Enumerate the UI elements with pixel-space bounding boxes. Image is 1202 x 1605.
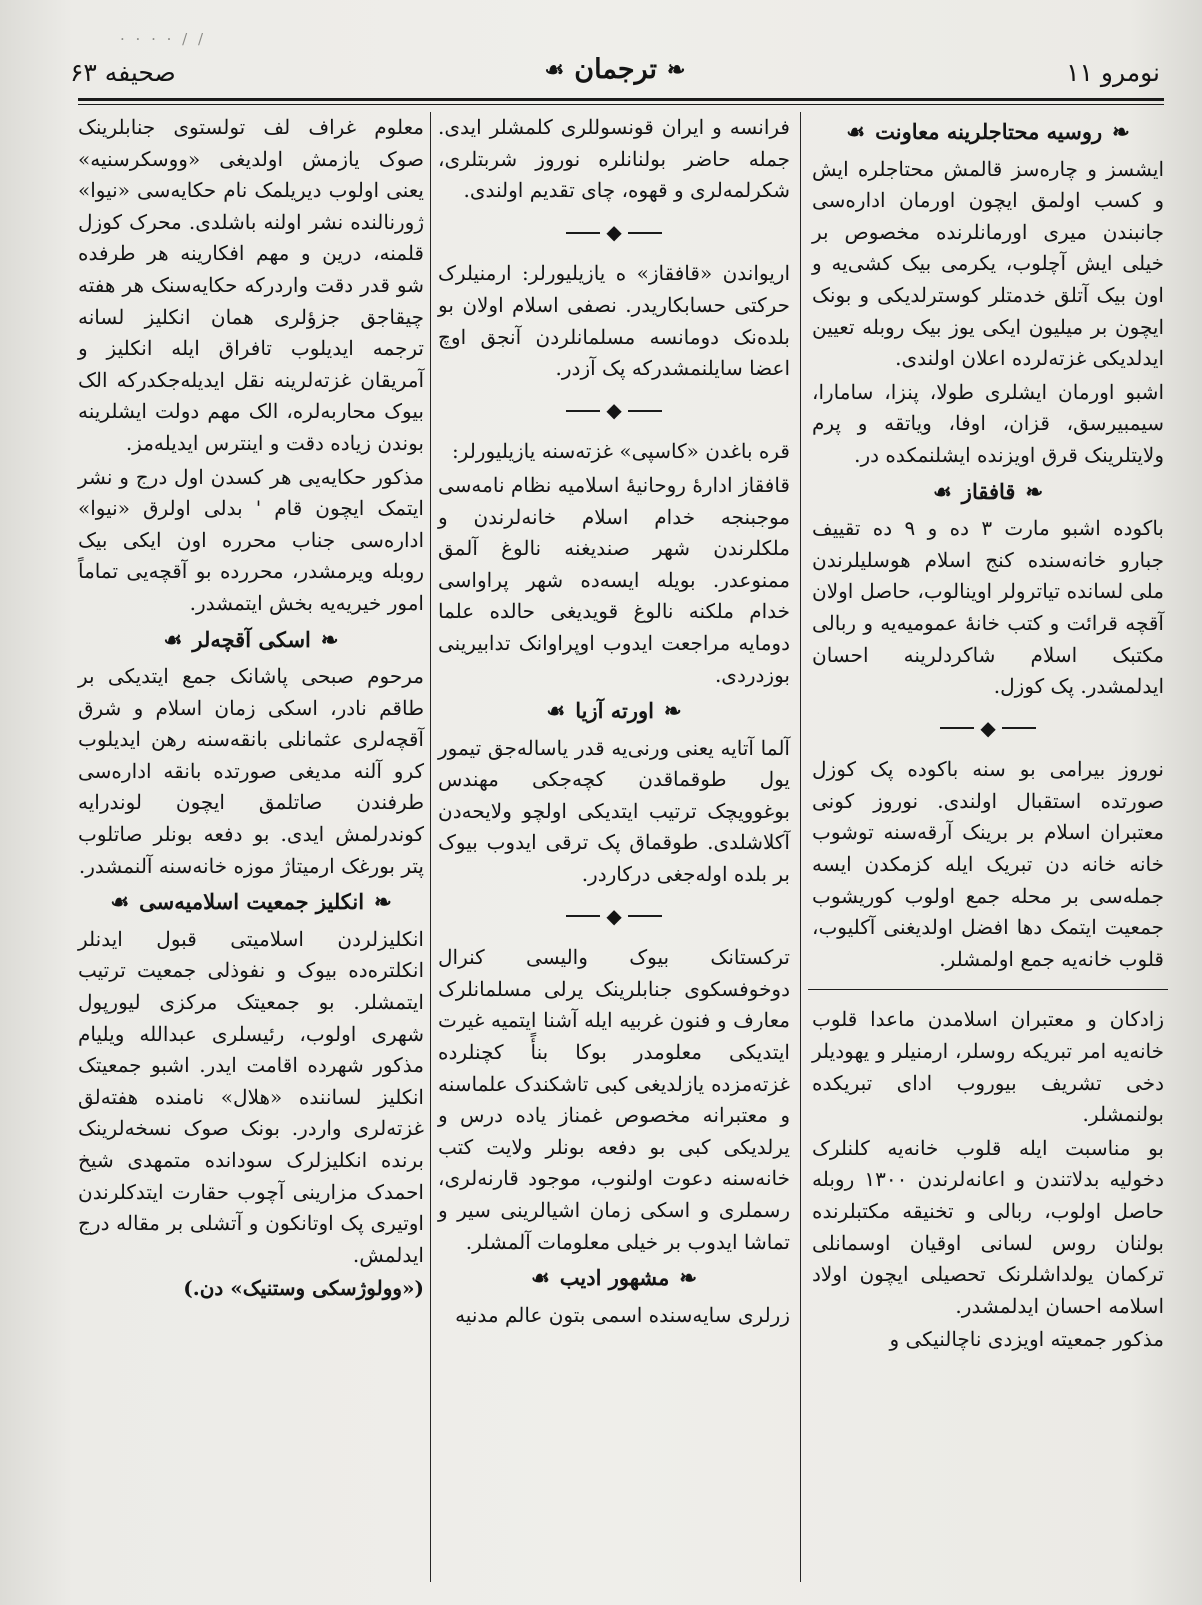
ornament-icon: ❧: [1112, 119, 1130, 144]
article-paragraph: مذکور جمعیته اویزدی ناچالنیکی و: [889, 1327, 1164, 1352]
article-paragraph: قره باغدن «کاسپی» غزته‌سنه یازیلیورلر:: [451, 439, 790, 464]
article-paragraph: مرحوم صبحی پاشانک جمع ایتدیکی بر طاقم نادر، اسکی زمان اسلام و شرق آقچه‌لری عثمانلی بانقه‌سنه رهن ایدیلوب کرو آلنه مدیغی صورتده بانقه اداره‌سی طرفندن صاتلمق ایچون لوندرایه کوندرلمش ایدی. بو دفعه بونلر صاتلوب پتر بورغک ارمیتاژ موزه خانه‌سنه آلنمشدر.: [78, 664, 424, 878]
article-paragraph: قافقاز ادارهٔ روحانیهٔ اسلامیه نظام نامه‌سی موجبنجه خدام اسلام خانه‌لرندن و ملکلرندن شهر صندیغنه نالوغ آلمق ممنوعدر. بویله ایسه‌ده شهر پراواسی خدام ملکنه نالوغ قویدیغی حالده علما دومایه مراجعت ایدوب اوپراوانک تدابیرینی بوزدردی.: [438, 472, 790, 687]
article-paragraph: ترکستانک بیوک والیسی کنرال دوخوفسکوی جنابلرینک یرلی مسلمانلرک معارف و فنون غربیه ایله آشنا ایتمیه غیرت ایتدیکی معلومدر بوکا بنأً کچنلرده غزته‌مزده یازلدیغی کبی تاشکندک علماسنه و معتبرانه مخصوص غمناز یاده درس و یرلدیکی کبی بو دفعه بونلر ولایت کتب خانه‌سنه دعوت اولنوب، موجود قارنه‌لری، رسملری و اسکی زمان اشیالرینی سیر و تماشا ایدوب بر خیلی معلومات آلمشلر.: [438, 945, 790, 1254]
margin-scribble: · · · · / /: [120, 30, 207, 48]
title-text: ترجمان: [574, 54, 658, 85]
ornament-icon: ☙: [846, 119, 866, 144]
masthead-rule: [78, 98, 1164, 101]
ornament-icon: ❧: [679, 1265, 698, 1291]
ornament-icon: ☙: [530, 1265, 550, 1291]
article-paragraph: زادکان و معتبران اسلامدن ماعدا قلوب خانه‌یه امر تبریکه روسلر، ارمنیلر و یهودیلر دخی تشریف بیوروب ادای تبریکده بولنمشلر.: [812, 1007, 1164, 1127]
column-middle: [438, 112, 790, 1333]
ornament-icon: ❧: [320, 626, 339, 652]
masthead-rule-thin: [78, 104, 1164, 105]
heading-text: اورته آزیا: [575, 698, 654, 724]
separator-ornament: ◆: [812, 713, 1164, 745]
ornament-icon: ❧: [667, 56, 686, 83]
column-right: [812, 112, 1164, 1358]
article-paragraph: انکلیزلردن اسلامیتی قبول ایدنلر انکلتره‌ده بیوک و نفوذلی جمعیت ترتیب ایتمشلر. بو جمعیتک مرکزی لیورپول شهری اولوب، رئیسلری عبدالله ویلیام مذکور شهرده اقامت ایدر. اشبو جمعیتک انکلیز لساننده «هلال» نامنده هفته‌لق غزته‌لری واردر. بونک صوک نسخه‌لرینک برنده انکلیزلرک سودانده متمهدی شیخ احمدک مزارینی آچوب حقارت ایتدکلرندن اوتیری پک اوتانکون و آتشلی بر مقاله درج ایدلمش.: [78, 926, 424, 1267]
article-paragraph: بو مناسبت ایله قلوب خانه‌یه کلنلرک دخولیه بدلاتندن و اعانه‌لرندن ۱۳۰۰ روبله حاصل اولوب، ربالی و تخنیقه مکتبلرنده بولنان روس لسانی اوقیان اوسمانلی ترکمان یولداشلرنک تحصیلی ایچون اولاد اسلامه احسان ایدلمشدر.: [812, 1135, 1164, 1318]
article-paragraph: معلوم غراف لف تولستوی جنابلرینک صوک یازمش اولدیغی «ووسکرسنیه» یعنی اولوب دیریلمک نام حکایه‌سی «نیوا» ژورنالنده نشر اولنه باشلدی. محرک کوزل قلمنه، درین و مهم افکارینه هر طرفده شو قدر دقت واردرکه حکایه‌سنک هر هفته چیقاجق جزؤلری همان انکلیز لسانه ترجمه ایدیلوب تافراق ایله انکلیز و آمریقان غزته‌لرینه نقل ایدیله‌جکدرکه الک بیوک محاربه‌لره، الک مهم دولت ایشلرینه بوندن زیاده دقت و اینترس ایدیله‌مز.: [78, 115, 424, 455]
article-paragraph: ایشسز و چاره‌سز قالمش محتاجلره ایش و کسب اولمق ایچون اورمان اداره‌سی جانبندن میری اورمانلرنده مخصوص بر خیلی ایش آچلوب، یکرمی بیک کشی‌یه و اون بیک آتلق خدمتلر کوسترلدیکی و بونک ایچون بر میلیون ایکی یوز بیک روبله تعیین ایدلدیکی غزته‌لرده اعلان اولندی.: [812, 156, 1164, 371]
article-paragraph: باکوده اشبو مارت ۳ ده و ۹ ده تقییف جبارو خانه‌سنده کنج اسلام هوسلیلرندن ملی لسانده تیاترولر اوینالوب، حاصل اولان آقچه قرائت و کتب خانهٔ عمومیه‌یه و ربالی مکتبک اسلام شاکردلرینه احسان ایدلمشدر. پک کوزل.: [812, 516, 1164, 699]
heading-text: انکلیز جمعیت اسلامیه‌سی: [139, 889, 365, 915]
separator-ornament: ◆: [438, 395, 790, 427]
page-number: صحیفه ۶۳: [70, 58, 176, 87]
section-rule: [808, 989, 1168, 990]
column-divider: [430, 112, 431, 1582]
newspaper-title: [545, 54, 686, 85]
ornament-icon: ❧: [374, 889, 392, 915]
section-heading: [438, 695, 790, 727]
ornament-icon: ☙: [932, 478, 952, 504]
heading-text: قافقاز: [961, 478, 1016, 504]
section-heading: [78, 886, 424, 918]
section-heading: [438, 1262, 790, 1294]
section-heading: [78, 624, 424, 656]
separator-ornament: ◆: [438, 901, 790, 933]
ornament-icon: ☙: [546, 698, 566, 724]
article-signature: («وولوژسکی وستنیک» دن.): [183, 1276, 424, 1301]
article-paragraph: آلما آتایه یعنی ورنی‌یه قدر یاساله‌جق تیمور یول طوقماقدن کچه‌جکی مهندس بوغوویچک ترتیب ایتدیکی اولچو ولایحه‌دن آکلاشلدی. طوقماق پک ترقی ایدوب بیوک بر بلده اوله‌جغی درکاردر.: [438, 735, 790, 887]
column-left: [78, 112, 424, 1307]
heading-text: روسیه محتاجلرینه معاونت: [875, 119, 1103, 144]
ornament-icon: ❧: [1025, 478, 1044, 504]
ornament-icon: ☙: [110, 889, 130, 915]
section-heading: [812, 116, 1164, 148]
column-divider: [800, 112, 801, 1582]
ornament-icon: ☙: [163, 626, 183, 652]
section-heading: [812, 476, 1164, 508]
article-paragraph: نوروز بیرامی بو سنه باکوده پک کوزل صورتده استقبال اولندی. نوروز کونی معتبران اسلام بر برینک آرقه‌سنه توشوب خانه خانه دن تبریک ایله کزمکدن ایسه جمله‌سی بر محله جمع اولوب کوریشوب جمعیت ایتمک دها افضل اولدیغنی آکلیوب، قلوب خانه‌یه جمع اولمشلر.: [812, 757, 1164, 971]
article-paragraph: فرانسه و ایران قونسوللری کلمشلر ایدی. جمله حاضر بولنانلره نوروز شربتلری، شکرلمه‌لری و قهوه، چای تقدیم اولندی.: [438, 115, 790, 203]
article-paragraph: اشبو اورمان ایشلری طولا، پنزا، سامارا، سیمبیرسق، قزان، اوفا، ویاتقه و پرم ولایتلرینک قرق اویزنده ایشلنمکده در.: [812, 379, 1164, 467]
article-paragraph: مذکور حکایه‌یی هر کسدن اول درج و نشر ایتمک ایچون قام ' بدلی اولرق «نیوا» اداره‌سی جناب محرره اون ایکی بیک روبله ویرمشدر، محررده بو آقچه‌یی تماماً امور خیریه‌یه بخش ایتمشدر.: [78, 464, 424, 615]
article-paragraph: اریواندن «قافقاز» ه یازیلیورلر: ارمنیلرک حرکتی حسابکاریدر. نصفی اسلام اولان بو بلده‌نک دومانسه مسلمانلردن آنجق اوچ اعضا سایلنمشدرکه پک آزدر.: [438, 261, 790, 381]
heading-text: مشهور ادیب: [559, 1265, 670, 1291]
article-paragraph: زرلری سایه‌سنده اسمی بتون عالم مدنیه: [455, 1302, 790, 1327]
masthead: [70, 52, 1160, 92]
issue-number: نومرو ۱۱: [1066, 58, 1160, 87]
separator-ornament: ◆: [438, 217, 790, 249]
ornament-icon: ☙: [544, 56, 565, 83]
heading-text: اسکی آقچه‌لر: [192, 626, 311, 652]
ornament-icon: ❧: [663, 698, 682, 724]
